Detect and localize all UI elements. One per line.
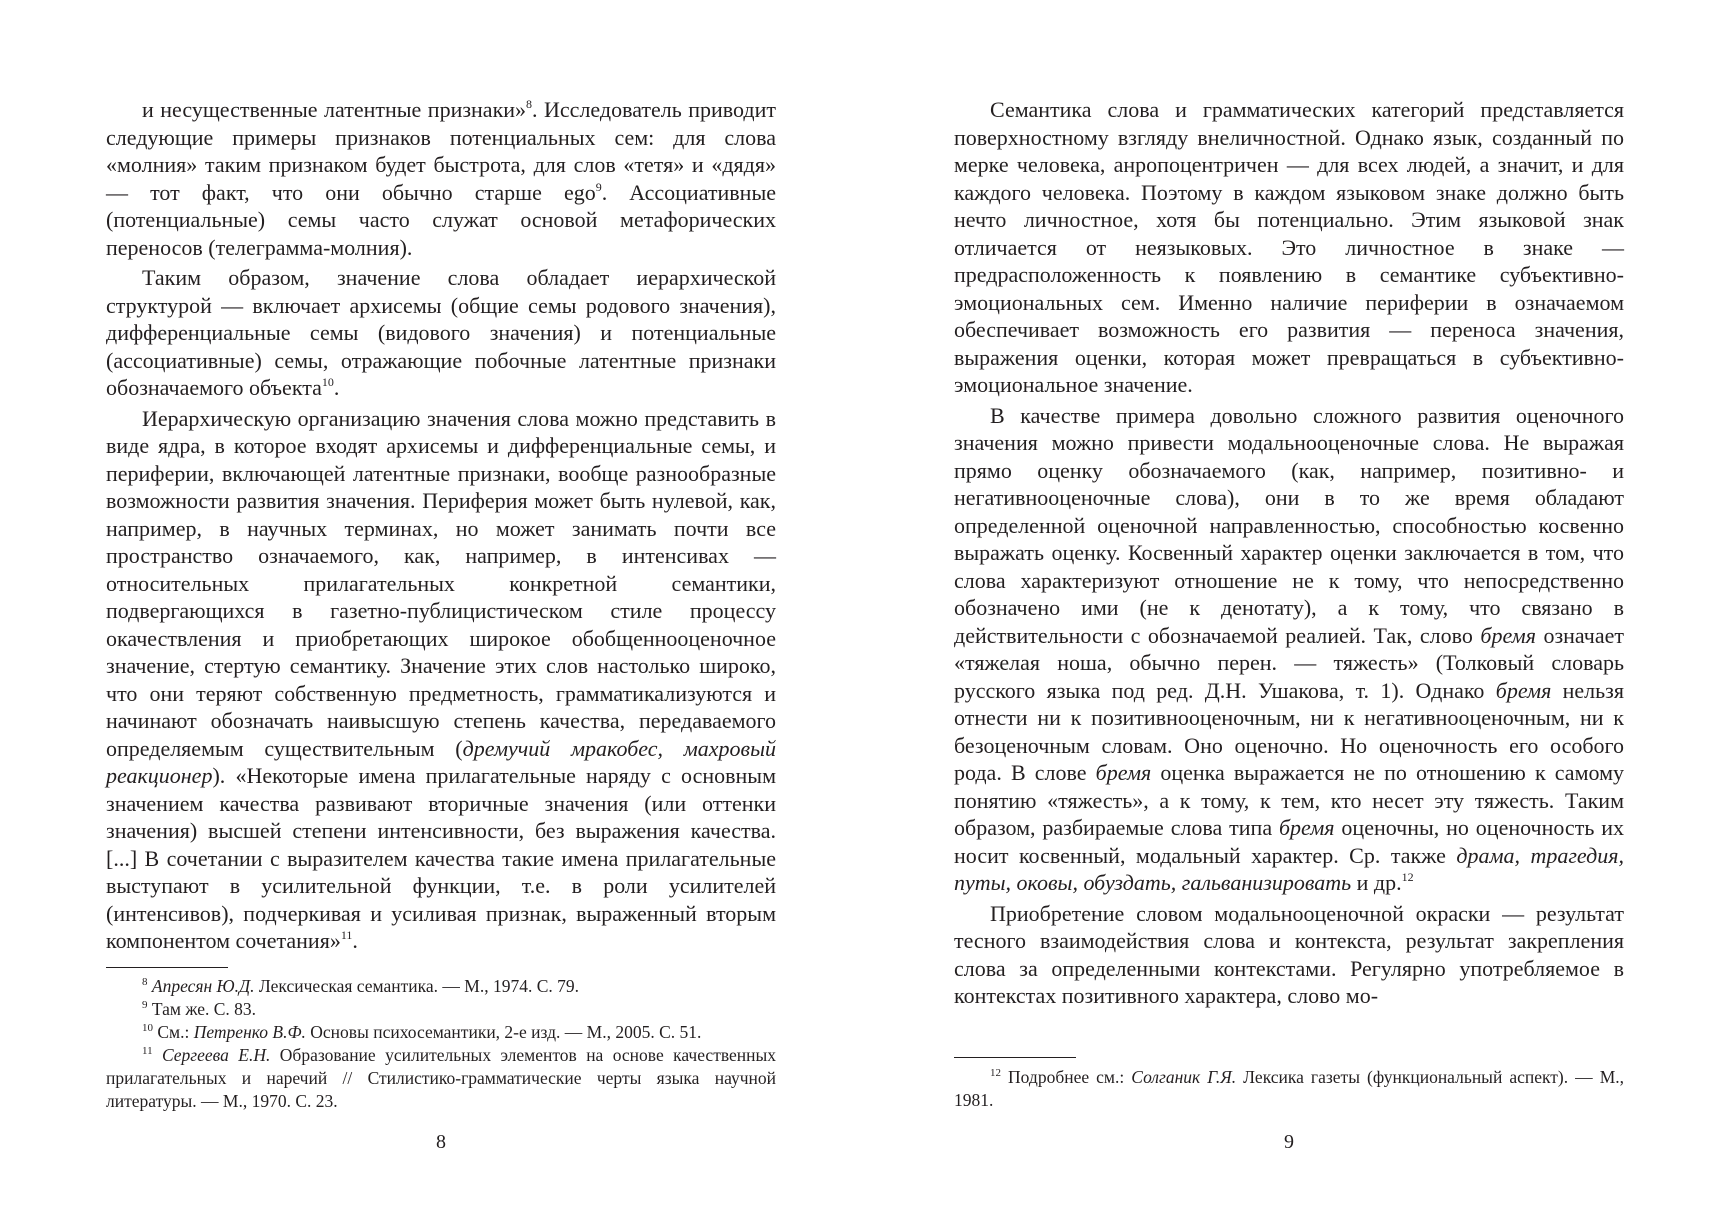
italic-text: драма, трагедия, путы, оковы, обуздать, гальванизировать xyxy=(954,842,1624,895)
footnote-reference: 10 xyxy=(321,375,334,389)
footnote-reference: 12 xyxy=(1401,870,1414,884)
text-run: означает «тяжелая ноша, обычно перен. — тяжесть» (Толковый словарь русского языка под ред. Д.Н. Ушакова, т. 1). Однако xyxy=(954,622,1624,703)
paragraph xyxy=(106,264,776,402)
footnote-reference: 9 xyxy=(595,179,602,194)
text-run: Лексика газеты (функциональный аспект). — М., 1981. xyxy=(954,1067,1625,1110)
footnote-reference: 8 xyxy=(526,97,533,111)
footnote xyxy=(106,975,776,998)
italic-text: Апресян Ю.Д. xyxy=(151,976,255,996)
text-run: и несущественные латентные признаки» xyxy=(142,97,527,122)
text-run: . Ассоциативные (потенциальные) семы часто служат основой метафорических переносов (телеграмма-молния). xyxy=(106,179,776,260)
text-run: Подробнее см.: xyxy=(1001,1067,1132,1087)
footnote-reference: 10 xyxy=(142,1022,153,1034)
footnote-reference: 12 xyxy=(990,1067,1001,1079)
text-run: и др. xyxy=(1351,870,1402,895)
text-run: Таким образом, значение слова обладает иерархической структурой — включает архисемы (общие семы родового значения), дифференциальные семы (видового значения) и потенциальные (ассоциативные) семы, отражающие побочные латентные признаки обозначаемого объекта xyxy=(106,265,776,400)
text-run: В качестве примера довольно сложного развития оценочного значения можно привести модальнооценочные слова. Не выражая прямо оценку обозначаемого (как, например, позитивно- и негативнооценочные слова), они в то же время обладают определенной оценочной направленностью, способностью косвенно выражать оценку. Косвенный характер оценки заключается в том, что слова характеризуют отношение не к тому, что непосредственно обозначено ими (не к денотату), а к тому, что связано в действительности с обозначаемой реалией. Так, слово xyxy=(954,402,1624,648)
text-run: . xyxy=(352,928,358,953)
footnote-reference: 11 xyxy=(142,1045,153,1057)
left-footnotes xyxy=(106,975,776,1113)
text-run: . xyxy=(333,375,340,400)
right-body-text xyxy=(954,96,1624,1010)
text-run: Приобретение словом модальнооценочной окраски — результат тесного взаимодействия слова и контекста, результат закрепления слова за определенными контекстами. Регулярно употребляемое в контекстах позитивного характера, слово мо- xyxy=(954,900,1624,1008)
right-footnotes xyxy=(954,1066,1624,1112)
right-page xyxy=(857,0,1713,1211)
italic-text: Солганик Г.Я. xyxy=(1131,1067,1237,1087)
italic-text: бремя xyxy=(1095,760,1152,785)
footnote-reference: 8 xyxy=(142,976,148,988)
text-run: Иерархическую организацию значения слова можно представить в виде ядра, в которое входят архисемы и дифференциальные семы, и периферии, включающей латентные признаки, вообще разнообразные возможности развития значения. Периферия может быть нулевой, как, например, в научных терминах, но может занимать почти все пространство означаемого, как, например, в интенсивах — относительных прилагательных конкретной семантики, подвергающихся в газетно-публицистическом стиле процессу окачествления и приобретающих широкое обобщеннооценочное значение, стертую семантику. Значение этих слов настолько широко, что они теряют собственную предметность, грамматикализуются и начинают обозначать наивысшую степень качества, передаваемого определяемым существительным ( xyxy=(106,405,776,761)
text-run: Основы психосемантики, 2-е изд. — М., 2005. С. 51. xyxy=(305,1022,702,1042)
footnote xyxy=(106,1021,776,1044)
text-run: См.: xyxy=(153,1022,194,1042)
paragraph xyxy=(106,405,776,955)
left-body-text xyxy=(106,96,776,955)
text-run: . Исследователь приводит следующие примеры признаков потенциальных сем: для слова «молния» таким признаком будет быстрота, для слов «тетя» и «дядя» — тот факт, что они обычно старше ego xyxy=(106,97,776,205)
italic-text: бремя xyxy=(1278,815,1335,840)
text-run: оценка выражается не по отношению к самому понятию «тяжесть», а к тому, к тем, кто несет эту тяжесть. Таким образом, разбираемые слова типа xyxy=(954,760,1624,840)
footnote xyxy=(106,1044,776,1113)
footnote-reference: 9 xyxy=(142,999,148,1011)
text-run: Образование усилительных элементов на основе качественных прилагательных и наречий // Стилистико-грамматические черты языка научной литературы. — М., 1970. С. 23. xyxy=(106,1045,777,1111)
italic-text: бремя xyxy=(1480,622,1536,648)
left-page-number: 8 xyxy=(436,1131,446,1153)
paragraph xyxy=(954,900,1624,1010)
right-footnote-separator xyxy=(954,1057,1076,1058)
right-page-number: 9 xyxy=(1284,1131,1294,1153)
footnote-reference: 11 xyxy=(340,928,353,942)
left-footnote-separator xyxy=(106,967,228,968)
paragraph xyxy=(954,402,1624,897)
footnote xyxy=(106,998,776,1021)
paragraph xyxy=(954,96,1624,399)
text-run: нельзя отнести ни к позитивнооценочным, ни к негативнооценочным, ни к безоценочным словам. Оно оценочно. Но оценочность его особого рода. В слове xyxy=(954,677,1624,785)
italic-text: бремя xyxy=(1495,677,1552,703)
footnote xyxy=(954,1066,1624,1112)
text-run: ). «Некоторые имена прилагательные наряду с основным значением качества развивают вторичные значения (или оттенки значения) высшей степени интенсивности, без выражения качества. [...] В сочетании с выразителем качества такие имена прилагательные выступают в усилительной функции, т.е. в роли усилителей (интенсивов), подчеркивая и усиливая признак, выраженный вторым компонентом сочетания» xyxy=(106,763,776,953)
italic-text: Петренко В.Ф. xyxy=(193,1022,306,1042)
text-run: Семантика слова и грамматических категорий представляется поверхностному взгляду внеличностной. Однако язык, созданный по мерке человека, анропоцентричен — для всех людей, а значит, и для каждого человека. Поэтому в каждом языковом знаке должно быть нечто личностное, хотя бы потенциально. Этим языковой знак отличается от неязыковых. Это личностное в знаке — предрасположенность к появлению в семантике субъективно-эмоциональных сем. Именно наличие периферии в означаемом обеспечивает возможность его развития — переноса значения, выражения оценки, которая может превращаться в субъективно-эмоциональное значение. xyxy=(954,97,1624,397)
italic-text: Сергеева Е.Н. xyxy=(162,1045,271,1065)
paragraph xyxy=(106,96,776,261)
italic-text: дремучий мракобес, махровый реакционер xyxy=(106,735,776,788)
text-run: Лексическая семантика. — М., 1974. С. 79. xyxy=(254,976,580,996)
text-run: Там же. С. 83. xyxy=(147,999,257,1019)
text-run xyxy=(153,1045,162,1065)
text-run: оценочны, но оценочность их носит косвенный, модальный характер. Ср. также xyxy=(954,815,1624,868)
